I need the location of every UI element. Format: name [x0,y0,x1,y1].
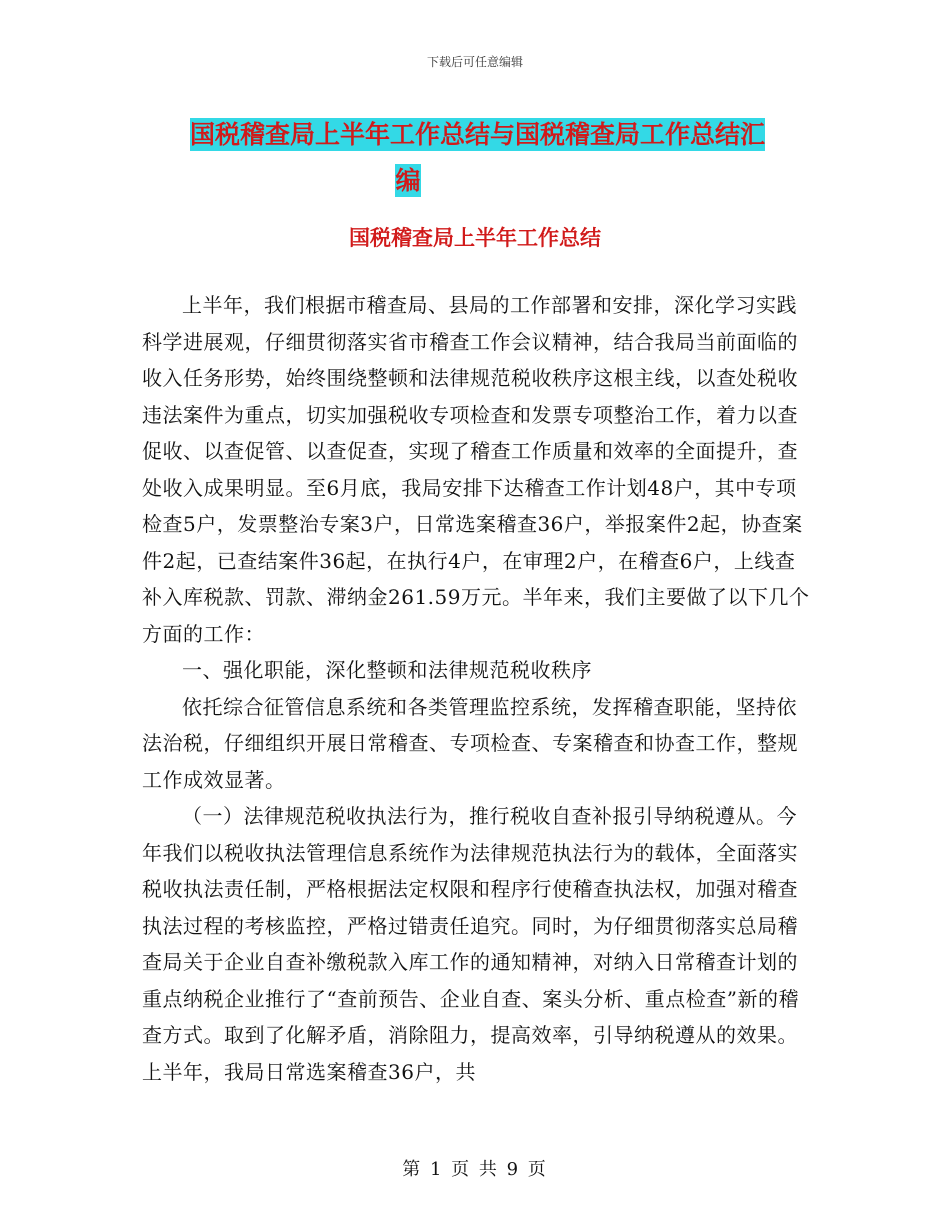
paragraph-2: 依托综合征管信息系统和各类管理监控系统，发挥稽查职能，坚持依法治税，仔细组织开展日常稽查、专项检查、专案稽查和协查工作，整规工作成效显著。 [142,694,798,792]
paragraph-intro: 上半年，我们根据市稽查局、县局的工作部署和安排，深化学习实践科学进展观，仔细贯彻落实省市稽查工作会议精神，结合我局当前面临的收入任务形势，始终围绕整顿和法律规范税收秩序这根主线，以查处税收违法案件为重点，切实加强税收专项检查和发票专项整治工作，着力以查促收、以查促管、以查促查，实现了稽查工作质量和效率的全面提升，查处收入成果明显。至6月底，我局安排下达稽查工作计划48户，其中专项检查5户，发票整治专案3户，日常选案稽查36户，举报案件2起，协查案件2起，已查结案件36起，在执行4户，在审理2户，在稽查6户，上线查补入库税款、罚款、滞纳金261.59万元。半年来，我们主要做了以下几个方面的工作： [142,293,810,646]
document-body [142,287,810,1090]
header-note: 下载后可任意编辑 [426,55,523,69]
section-title: 国税稽查局上半年工作总结 [349,226,601,250]
title-line-2: 编 [395,166,421,195]
paragraph-3: （一）法律规范税收执法行为，推行税收自查补报引导纳税遵从。今年我们以税收执法管理信息系统作为法律规范执法行为的载体，全面落实税收执法责任制，严格根据法定权限和程序行使稽查执法权，加强对稽查执法过程的考核监控，严格过错责任追究。同时，为仔细贯彻落实总局稽查局关于企业自查补缴税款入库工作的通知精神，对纳入日常稽查计划的重点纳税企业推行了“查前预告、企业自查、案头分析、重点检查”新的稽查方式。取到了化解矛盾，消除阻力，提高效率，引导纳税遵从的效果。上半年，我局日常选案稽查36户，共 [142,804,799,1084]
title-line-1: 国税稽查局上半年工作总结与国税稽查局工作总结汇 [190,120,766,149]
paragraph-heading-1: 一、强化职能，深化整顿和法律规范税收秩序 [182,658,592,682]
document-title [190,112,810,204]
page-footer: 第 1 页 共 9 页 [402,1159,548,1180]
